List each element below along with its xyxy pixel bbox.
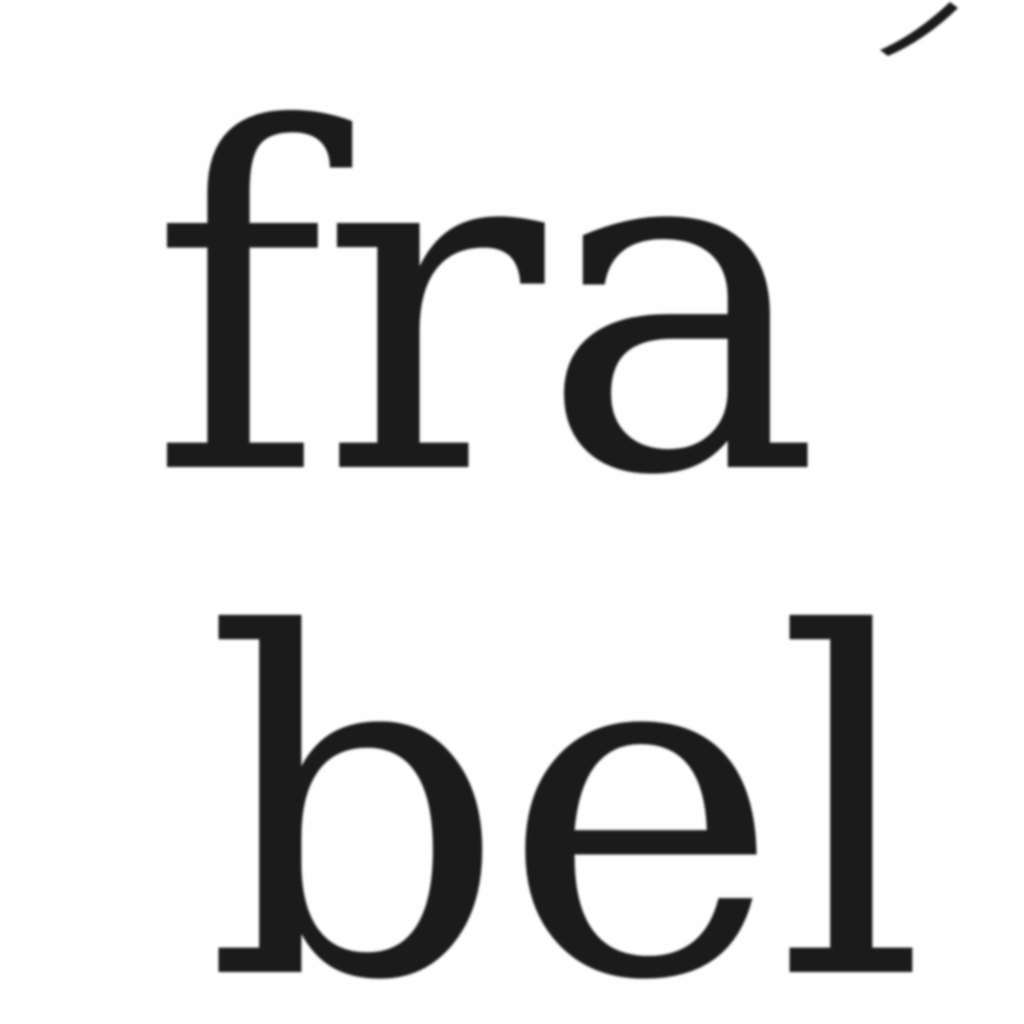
partial-glyph-stroke [870, 0, 960, 60]
text-line-1: fra [150, 31, 817, 578]
text-line-2: bel [205, 536, 923, 1024]
